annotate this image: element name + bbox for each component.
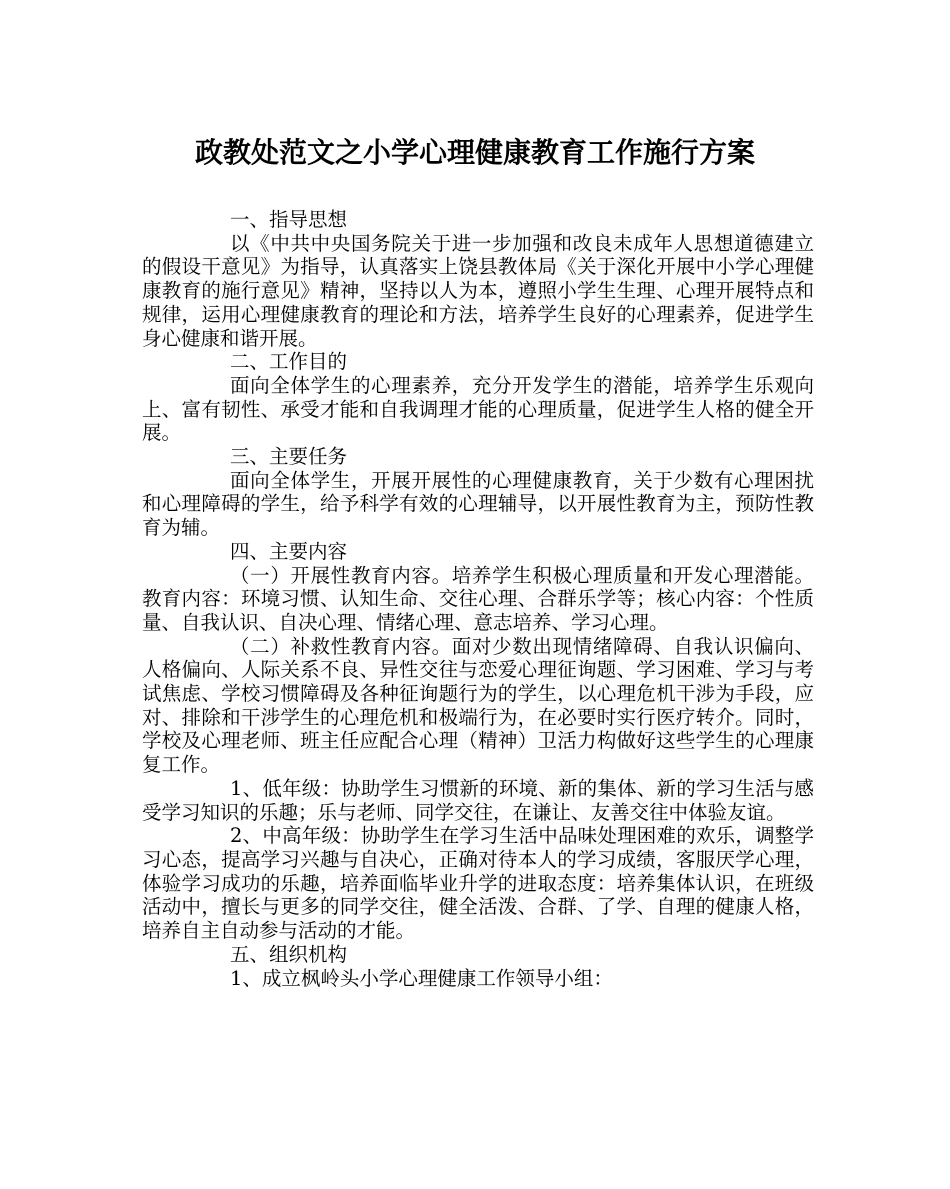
paragraph-remedial-education: （二）补救性教育内容。面对少数出现情绪障碍、自我认识偏向、人格偏向、人际关系不良、异性交往与恋爱心理征询题、学习困难、学习与考试焦虑、学校习惯障碍及各种征询题行为的学生，以心理危机干涉为手段，应对、排除和干涉学生的心理危机和极端行为，在必要时实行医疗转介。同时，学校及心理老师、班主任应配合心理（精神）卫活力构做好这些学生的心理康复工作。 xyxy=(142,634,814,777)
paragraph-main-tasks: 面向全体学生，开展开展性的心理健康教育，关于少数有心理困扰和心理障碍的学生，给予科学有效的心理辅导，以开展性教育为主，预防性教育为辅。 xyxy=(142,468,814,540)
paragraph-upper-grades: 2、中高年级：协助学生在学习生活中品味处理困难的欢乐，调整学习心态，提高学习兴趣与自决心，正确对待本人的学习成绩，客服厌学心理，体验学习成功的乐趣，培养面临毕业升学的进取态度：培养集体认识，在班级活动中，擅长与更多的同学交往，健全活泼、合群、了学、自理的健康人格，培养自主自动参与活动的才能。 xyxy=(142,824,814,943)
section-heading-main-tasks: 三、主要任务 xyxy=(230,445,348,469)
document-title: 政教处范文之小学心理健康教育工作施行方案 xyxy=(194,136,755,169)
section-heading-guiding-ideology: 一、指导思想 xyxy=(230,208,348,231)
paragraph-leading-group: 1、成立枫岭头小学心理健康工作领导小组： xyxy=(230,966,613,990)
paragraph-lower-grades: 1、低年级：协助学生习惯新的环境、新的集体、新的学习生活与感受学习知识的乐趣；乐与老师、同学交往，在谦让、友善交往中体验友谊。 xyxy=(142,776,814,824)
section-heading-organization: 五、组织机构 xyxy=(230,942,348,966)
document-body xyxy=(142,208,814,990)
section-heading-work-goals: 二、工作目的 xyxy=(230,350,348,374)
paragraph-developmental-education: （一）开展性教育内容。培养学生积极心理质量和开发心理潜能。教育内容：环境习惯、认知生命、交往心理、合群乐学等；核心内容：个性质量、自我认识、自决心理、情绪心理、意志培养、学习心理。 xyxy=(142,563,814,634)
paragraph-guiding-ideology: 以《中共中央国务院关于进一步加强和改良未成年人思想道德建立的假设干意见》为指导，认真落实上饶县教体局《关于深化开展中小学心理健康教育的施行意见》精神，坚持以人为本，遵照小学生生理、心理开展特点和规律，运用心理健康教育的理论和方法，培养学生良好的心理素养，促进学生身心健康和谐开展。 xyxy=(142,231,814,350)
paragraph-work-goals: 面向全体学生的心理素养，充分开发学生的潜能，培养学生乐观向上、富有韧性、承受才能和自我调理才能的心理质量，促进学生人格的健全开展。 xyxy=(142,373,814,445)
section-heading-main-content: 四、主要内容 xyxy=(230,539,348,563)
